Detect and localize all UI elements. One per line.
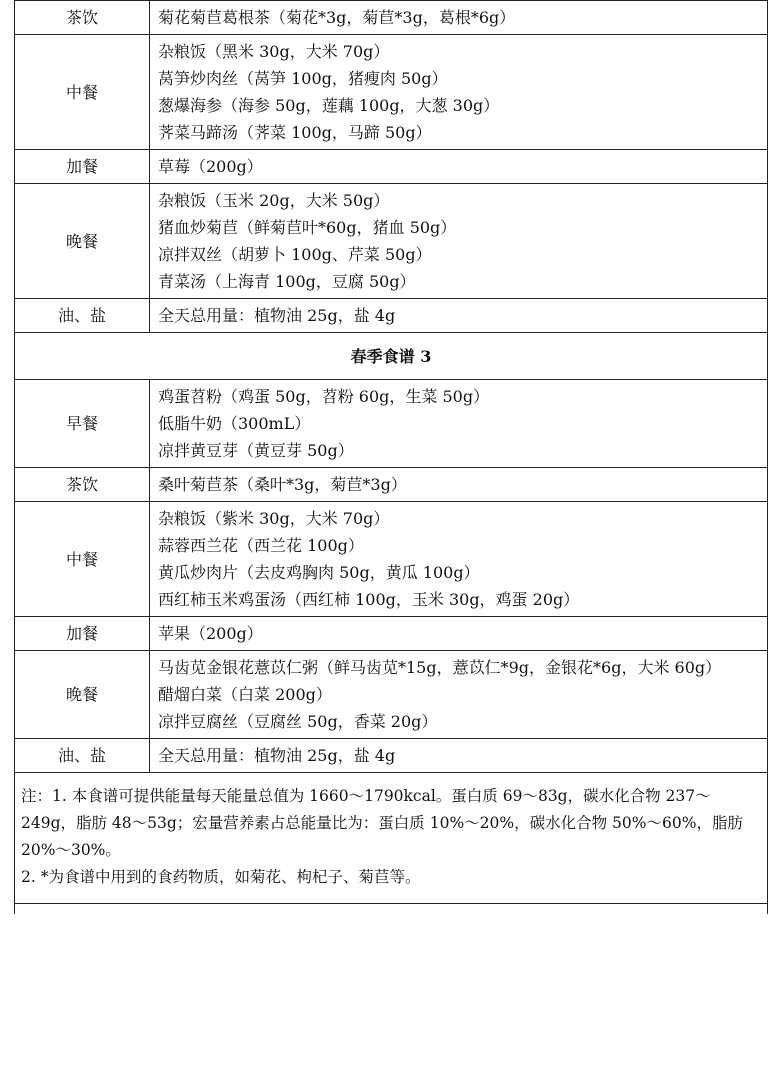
table-row	[15, 299, 768, 333]
dish-line: 荠菜马蹄汤（荠菜 100g，马蹄 50g）	[158, 123, 432, 142]
dish-line: 凉拌豆腐丝（豆腐丝 50g，香菜 20g）	[158, 712, 438, 731]
table-row	[15, 35, 768, 150]
dish-line: 黄瓜炒肉片（去皮鸡胸肉 50g，黄瓜 100g）	[158, 563, 480, 582]
dish-line: 全天总用量：植物油 25g，盐 4g	[158, 746, 396, 765]
meal-label: 晚餐	[15, 184, 150, 299]
meal-label: 加餐	[15, 617, 150, 651]
table-row	[15, 502, 768, 617]
table-row	[15, 651, 768, 739]
dish-line: 菊花菊苣葛根茶（菊花*3g，菊苣*3g，葛根*6g）	[158, 8, 516, 27]
meal-content	[150, 739, 768, 773]
notes-cell	[15, 773, 768, 904]
table-row	[15, 468, 768, 502]
dish-line: 西红柿玉米鸡蛋汤（西红柿 100g，玉米 30g，鸡蛋 20g）	[158, 590, 580, 609]
table-row	[15, 1, 768, 35]
table-row	[15, 380, 768, 468]
meal-label: 油、盐	[15, 739, 150, 773]
dish-line: 蒜蓉西兰花（西兰花 100g）	[158, 536, 364, 555]
dish-line: 全天总用量：植物油 25g，盐 4g	[158, 306, 396, 325]
table-row	[15, 617, 768, 651]
meal-content	[150, 380, 768, 468]
section-row	[15, 333, 768, 380]
meal-content	[150, 651, 768, 739]
dish-line: 莴笋炒肉丝（莴笋 100g，猪瘦肉 50g）	[158, 69, 448, 88]
meal-label: 茶饮	[15, 468, 150, 502]
meal-content	[150, 35, 768, 150]
table-row	[15, 739, 768, 773]
dish-line: 桑叶菊苣茶（桑叶*3g，菊苣*3g）	[158, 475, 407, 494]
dish-line: 凉拌黄豆芽（黄豆芽 50g）	[158, 441, 354, 460]
dish-line: 青菜汤（上海青 100g，豆腐 50g）	[158, 272, 416, 291]
recipe-page	[14, 0, 768, 914]
note-line: 2. *为食谱中用到的食药物质，如菊花、枸杞子、菊苣等。	[21, 868, 421, 886]
dish-line: 葱爆海参（海参 50g，莲藕 100g，大葱 30g）	[158, 96, 500, 115]
meal-content	[150, 184, 768, 299]
meal-label: 晚餐	[15, 651, 150, 739]
table-row	[15, 150, 768, 184]
meal-label: 中餐	[15, 502, 150, 617]
dish-line: 醋熘白菜（白菜 200g）	[158, 685, 332, 704]
table-bottom-edge	[15, 904, 768, 915]
meal-label: 茶饮	[15, 1, 150, 35]
meal-label: 早餐	[15, 380, 150, 468]
meal-content	[150, 617, 768, 651]
dish-line: 低脂牛奶（300mL）	[158, 414, 311, 433]
spacer-row	[15, 904, 768, 915]
notes-row	[15, 773, 768, 904]
meal-label: 中餐	[15, 35, 150, 150]
dish-line: 猪血炒菊苣（鲜菊苣叶*60g，猪血 50g）	[158, 218, 457, 237]
dish-line: 苹果（200g）	[158, 624, 263, 643]
note-line: 注：1. 本食谱可提供能量每天能量总值为 1660～1790kcal。蛋白质 69～83g，碳水化合物 237～249g，脂肪 48～53g；宏量营养素占总能量比为：蛋白质 10%～20%，碳水化合物 50%～60%，脂肪 20%～30%。	[21, 787, 743, 859]
meal-label: 油、盐	[15, 299, 150, 333]
dish-line: 凉拌双丝（胡萝卜 100g、芹菜 50g）	[158, 245, 432, 264]
meal-content	[150, 502, 768, 617]
meal-label: 加餐	[15, 150, 150, 184]
dish-line: 杂粮饭（紫米 30g，大米 70g）	[158, 509, 390, 528]
dish-line: 鸡蛋苕粉（鸡蛋 50g，苕粉 60g，生菜 50g）	[158, 387, 490, 406]
dish-line: 杂粮饭（玉米 20g，大米 50g）	[158, 191, 390, 210]
dish-line: 杂粮饭（黑米 30g，大米 70g）	[158, 42, 390, 61]
dish-line: 草莓（200g）	[158, 157, 263, 176]
recipe-table	[14, 0, 768, 914]
meal-content	[150, 150, 768, 184]
section-title: 春季食谱 3	[15, 333, 768, 380]
dish-line: 马齿苋金银花薏苡仁粥（鲜马齿苋*15g，薏苡仁*9g，金银花*6g，大米 60g）	[158, 658, 722, 677]
meal-content	[150, 1, 768, 35]
meal-content	[150, 299, 768, 333]
meal-content	[150, 468, 768, 502]
table-row	[15, 184, 768, 299]
